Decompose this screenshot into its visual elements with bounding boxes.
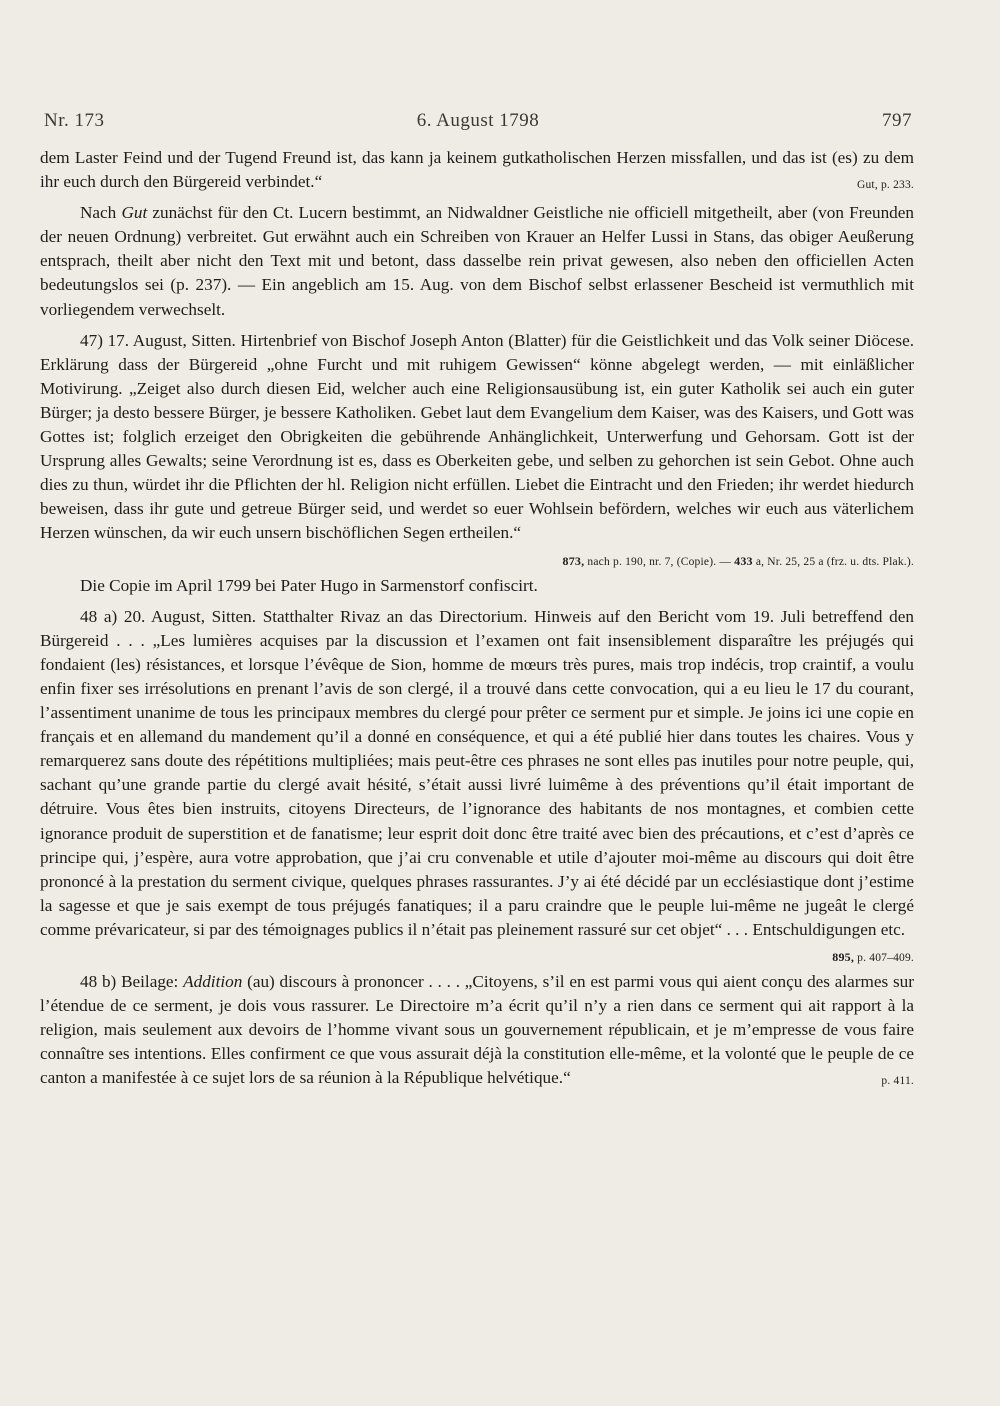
paragraph-text: (au) discours à prononcer . . . . „Citoyens, s’il en est parmi vous qui aient conçu des alarmes sur l’étendue de ce serment, je dois vous rassurer. Le Directoire m’a écrit qu’il n’y a rien dans ce serment qui ait rapport à la religion, mais seulement aux devoirs de l’homme vivant sous un gouvernement républicain, et je m’empresse de vous faire connaître ses intentions. Elles confirment ce que vous assurait déjà la constitution elle-même, et la volonté que le peuple de ce canton a manifestée à ce sujet lors de sa réunion à la République helvétique.“ [40,972,914,1088]
paragraph-text: 47) 17. August, Sitten. Hirtenbrief von Bischof Joseph Anton (Blatter) für die Geistlichkeit und das Volk seiner Diöcese. Erklärung dass der Bürgereid „ohne Furcht und mit ruhigem Gewissen“ könne abgelegt werden, — mit einläßlicher Motivirung. „Zeiget also durch diesen Eid, welcher auch eine Religionsausübung ist, ein guter Katholik sei auch ein guter Bürger; ja desto bessere Bürger, je bessere Katholiken. Gebet laut dem Evangelium dem Kaiser, was des Kaisers, und Gott was Gottes ist; folglich erzeiget den Obrigkeiten die gebührende Anhänglichkeit, Unterwerfung und Gehorsam. Gott ist der Ursprung alles Gewalts; seine Verordnung ist es, dass es Oberkeiten gebe, und selben zu gehorchen ist sein Gebot. Ohne auch dies zu thun, würdet ihr die Pflichten der hl. Religion nicht erfüllen. Liebet die Eintracht und den Frieden; ihr werdet hiedurch beweisen, dass ihr gute und getreue Bürger seid, und werdet so euer Wohlsein befördern, welches wir euch aus väterlichem Herzen wünschen, da wir euch unsern bischöflichen Segen ertheilen.“ [40,330,914,543]
paragraph-entry-48a [40,605,914,964]
source-number: 895, [832,950,855,964]
running-header [44,110,912,132]
paragraph-note [40,201,914,321]
italic-title: Addition [183,972,243,992]
paragraph-entry-48b [40,970,914,1090]
source-detail: p. 407–409. [854,952,914,964]
source-reference: Gut, p. 233. [856,179,914,192]
header-date: 6. August 1798 [416,110,540,131]
paragraph-lead: Nach [80,203,122,223]
paragraph-entry-47 [40,329,914,568]
paragraph-copy-note [40,574,914,598]
italic-author-name: Gut [121,203,148,223]
paragraph-text: Die Copie im April 1799 bei Pater Hugo in Sarmenstorf confiscirt. [80,575,538,595]
source-detail: a, Nr. 25, 25 a (frz. u. dts. Plak.). [752,555,914,568]
source-detail: nach p. 190, nr. 7, (Copie). — [584,555,735,568]
page-number: 797 [882,110,912,131]
source-reference [523,549,914,574]
source-reference [792,945,914,970]
paragraph-continuation [40,146,914,194]
paragraph-lead: 48 b) Beilage: [80,972,184,992]
document-body [40,146,914,1098]
paragraph-text: zunächst für den Ct. Lucern bestimmt, an Nidwaldner Geistliche nie officiell mitgetheilt, aber (von Freunden der neuen Ordnung) verbreitet. Gut erwähnt auch ein Schreiben von Krauer an Helfer Lussi in Stans, das obiger Aeußerung entsprach, theilt aber nicht den Text mit und betont, dass dasselbe rein privat gewesen, also neben den officiellen Acten bedeutungslos sei (p. 237). — Ein angeblich am 15. Aug. von dem Bischof selbst erlassener Bescheid ist vermuthlich mit vorliegendem verwechselt. [40,203,914,319]
paragraph-text: dem Laster Feind und der Tugend Freund ist, das kann ja keinem gutkatholischen Herzen missfallen, und das ist (es) zu dem ihr euch durch den Bürgereid verbindet.“ [40,148,914,192]
source-reference: p. 411. [881,1075,914,1088]
document-number: Nr. 173 [44,110,105,131]
source-number: 433 [734,553,753,568]
source-number: 873, [562,553,585,568]
paragraph-text: 48 a) 20. August, Sitten. Statthalter Rivaz an das Directorium. Hinweis auf den Bericht vom 19. Juli betreffend den Bürgereid . . . „Les lumières acquises par la discussion et l’examen ont fait insensiblement disparaître les préjugés qui fondaient (les) résistances, et lorsque l’évêque de Sion, homme de mœurs très pures, mais trop indécis, trop craintif, a voulu enfin fixer ses irrésolutions en prenant l’avis de son clergé, il a trouvé dans cette convocation, qui a eu lieu le 17 du courant, l’assentiment unanime de tous les principaux membres du clergé pour prêter ce serment pur et simple. Je joins ici une copie en français et en allemand du mandement qu’il a donné en conséquence, et qui a été publié hier dans toutes les chaires. Vous y remarquerez sans doute des répétitions multipliées; mais peut-être ces phrases ne sont elles pas inutiles pour notre peuple, qui, sachant qu’une grande partie du clergé avait hésité, s’était aussi livré luimême à des préventions qu’il était important de détruire. Vous êtes bien instruits, citoyens Directeurs, de l’ignorance des habitants de nos montagnes, et combien cette ignorance produit de superstition et de fanatisme; leur esprit doit donc être traité avec bien des précautions, et c’est d’après ce principe qui, j’espère, aura votre approbation, que j’ai cru convenable et utile d’ajouter moi-même au discours qui doit être prononcé à la prestation du serment civique, quelques phrases rassurantes. J’y ai été décidé par un ecclésiastique dont j’estime la sagesse et que je sais exempt de tous préjugés fanatiques; il a paru craindre que le peuple lui-même ne jugeât le clergé comme prévaricateur, si par des témoignages publics il n’était pas pleinement rassuré sur cet objet“ . . . Entschuldigungen etc. [40,606,914,939]
